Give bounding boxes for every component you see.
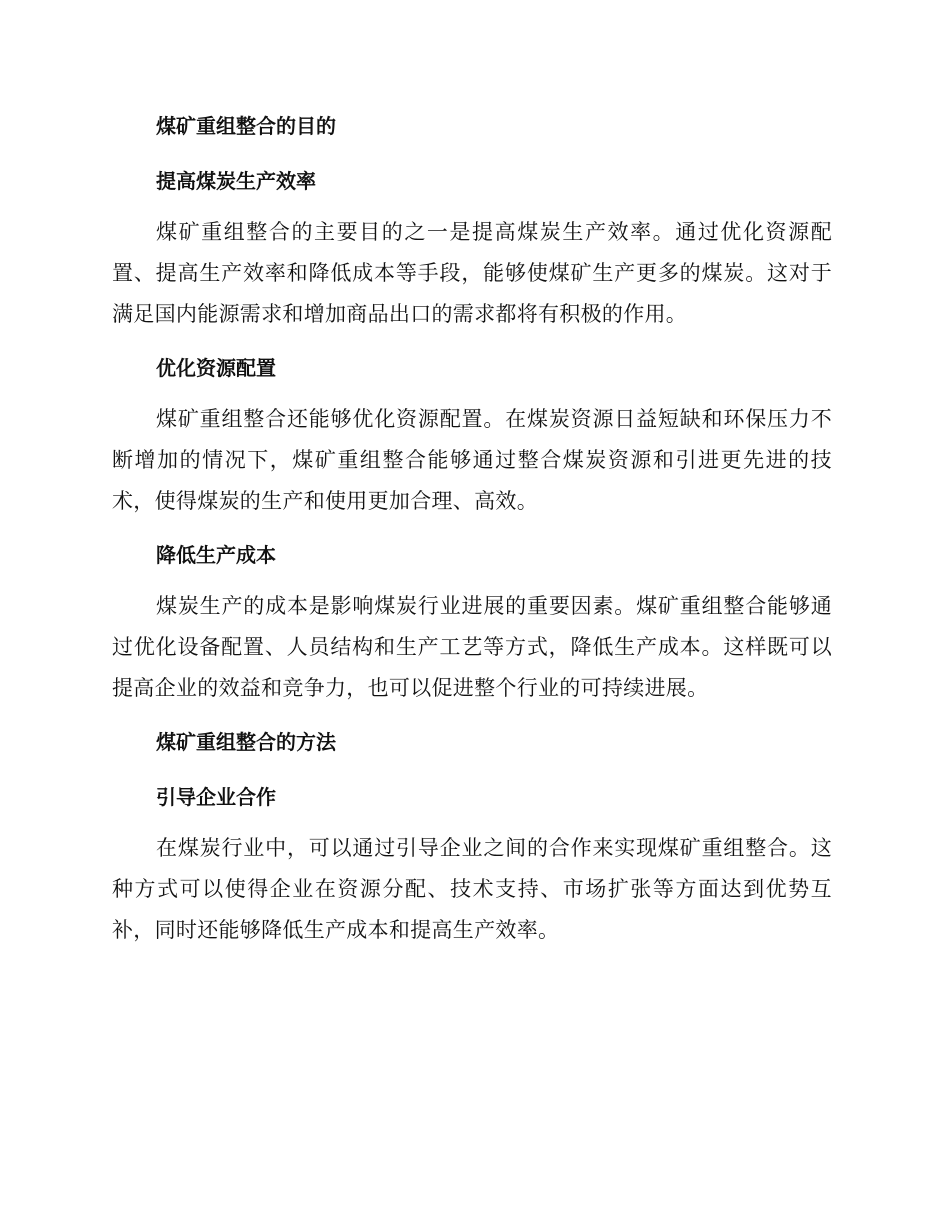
paragraph-cost: 煤炭生产的成本是影响煤炭行业进展的重要因素。煤矿重组整合能够通过优化设备配置、人员结构和生产工艺等方式，降低生产成本。这样既可以提高企业的效益和竞争力，也可以促进整个行业的可持续进展。 — [112, 594, 832, 700]
paragraph-resources: 煤矿重组整合还能够优化资源配置。在煤炭资源日益短缺和环保压力不断增加的情况下，煤矿重组整合能够通过整合煤炭资源和引进更先进的技术，使得煤炭的生产和使用更加合理、高效。 — [112, 407, 832, 513]
document-page — [112, 108, 832, 951]
subheading-efficiency: 提高煤炭生产效率 — [156, 169, 316, 193]
section-heading-methods: 煤矿重组整合的方法 — [156, 730, 336, 754]
subheading-cooperation: 引导企业合作 — [156, 785, 276, 809]
paragraph-cooperation: 在煤炭行业中，可以通过引导企业之间的合作来实现煤矿重组整合。这种方式可以使得企业在资源分配、技术支持、市场扩张等方面达到优势互补，同时还能够降低生产成本和提高生产效率。 — [112, 836, 832, 942]
subheading-cost: 降低生产成本 — [156, 543, 276, 567]
section-heading-purpose: 煤矿重组整合的目的 — [156, 114, 336, 138]
paragraph-efficiency: 煤矿重组整合的主要目的之一是提高煤炭生产效率。通过优化资源配置、提高生产效率和降低成本等手段，能够使煤矿生产更多的煤炭。这对于满足国内能源需求和增加商品出口的需求都将有积极的作用。 — [112, 220, 832, 326]
subheading-resources: 优化资源配置 — [156, 356, 276, 380]
